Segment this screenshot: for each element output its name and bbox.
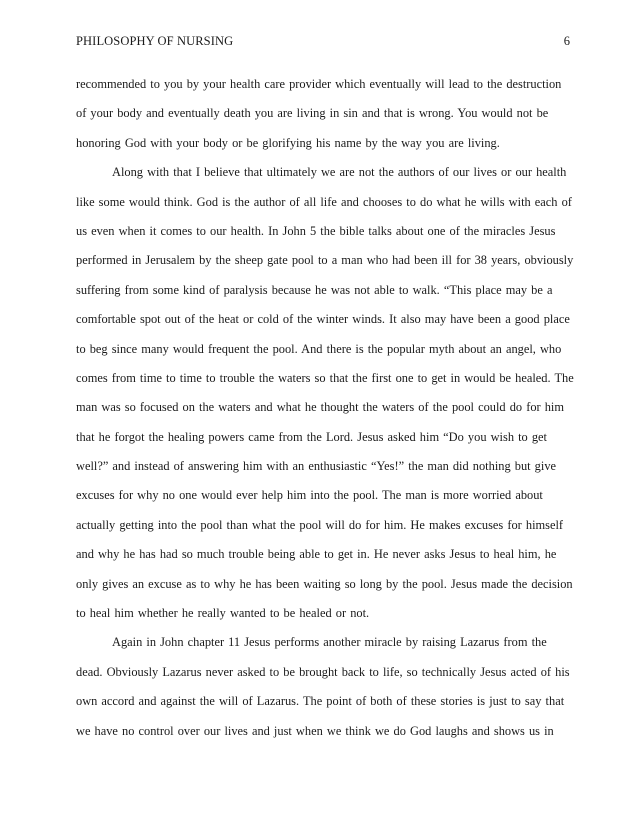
text-line: recommended to you by your health care provider which eventually will lead to the destruction: [76, 77, 562, 91]
page-number: 6: [563, 34, 570, 48]
text-line: man was so focused on the waters and what he thought the waters of the pool could do for him: [76, 400, 565, 415]
running-head: PHILOSOPHY OF NURSING: [76, 34, 234, 48]
text-line: honoring God with your body or be glorifying his name by the way you are living.: [76, 135, 500, 150]
text-line: comes from time to time to trouble the waters so that the first one to get in would be healed. The: [76, 370, 574, 385]
text-line: actually getting into the pool than what the pool will do for him. He makes excuses for himself: [76, 517, 564, 532]
text-line: that he forgot the healing powers came from the Lord. Jesus asked him “Do you wish to get: [76, 429, 547, 444]
text-line: Again in John chapter 11 Jesus performs another miracle by raising Lazarus from the: [112, 635, 547, 650]
text-line: excuses for why no one would ever help him into the pool. The man is more worried about: [76, 488, 543, 503]
text-line: own accord and against the will of Lazarus. The point of both of these stories is just to say that: [76, 694, 565, 709]
text-line: to heal him whether he really wanted to be healed or not.: [76, 606, 370, 621]
text-line: dead. Obviously Lazarus never asked to be brought back to life, so technically Jesus acted of his: [76, 664, 570, 679]
text-line: comfortable spot out of the heat or cold of the winter winds. It also may have been a good place: [76, 312, 570, 327]
text-line: we have no control over our lives and just when we think we do God laughs and shows us in: [76, 723, 554, 738]
text-line: Along with that I believe that ultimately we are not the authors of our lives or our health: [112, 165, 567, 180]
text-line: and why he has had so much trouble being able to get in. He never asks Jesus to heal him, he: [76, 547, 557, 562]
text-line: suffering from some kind of paralysis because he was not able to walk. “This place may be a: [76, 282, 553, 297]
body-text: [76, 70, 574, 746]
text-line: us even when it comes to our health. In John 5 the bible talks about one of the miracles Jesus: [76, 223, 556, 238]
text-line: only gives an excuse as to why he has been waiting so long by the pool. Jesus made the decision: [76, 576, 573, 591]
text-line: like some would think. God is the author of all life and chooses to do what he wills with each of: [76, 194, 572, 209]
text-line: to beg since many would frequent the pool. And there is the popular myth about an angel, who: [76, 341, 562, 356]
text-line: of your body and eventually death you are living in sin and that is wrong. You would not be: [76, 106, 549, 121]
text-line: well?” and instead of answering him with an enthusiastic “Yes!” the man did nothing but give: [76, 459, 557, 474]
text-line: performed in Jerusalem by the sheep gate pool to a man who had been ill for 38 years, obviously: [76, 253, 574, 268]
